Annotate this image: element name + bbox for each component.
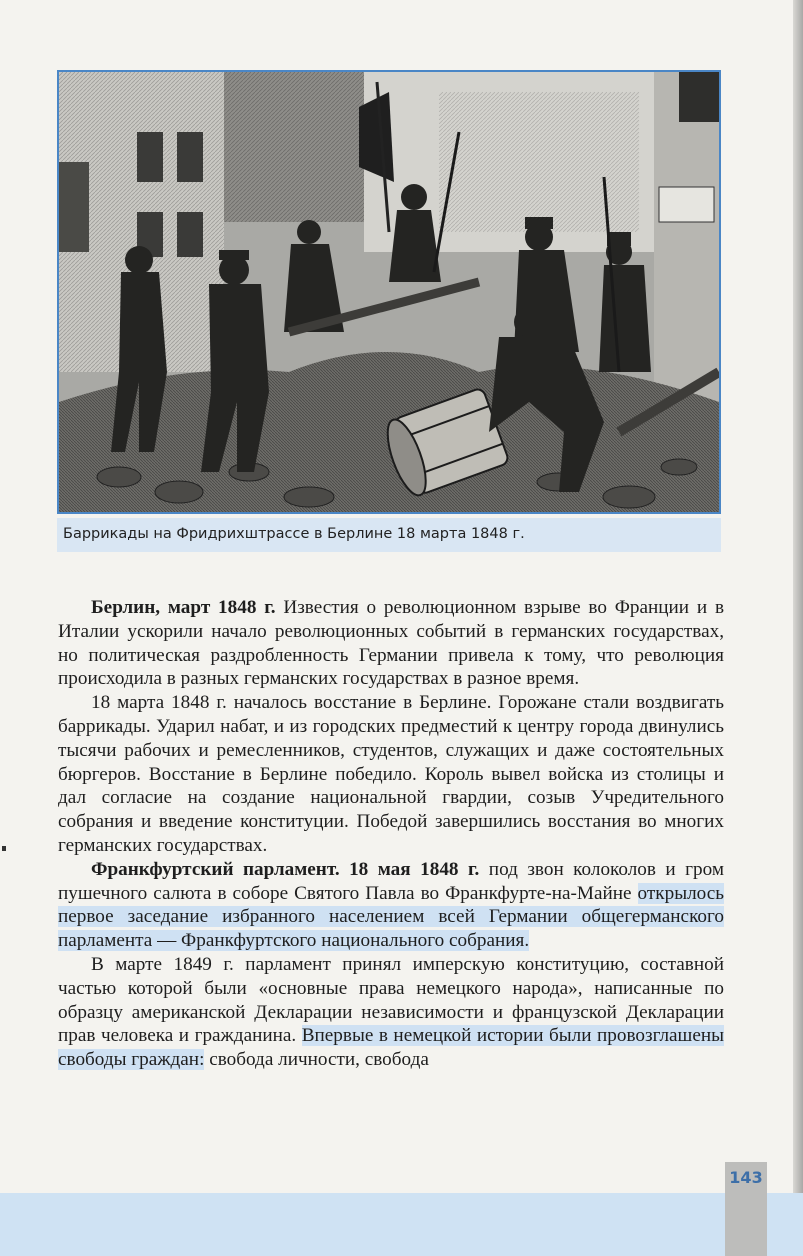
paragraph: [58, 953, 724, 1072]
page-edge: [793, 0, 803, 1256]
footer-band: [0, 1193, 803, 1256]
figure-caption: Баррикады на Фридрихштрассе в Берлине 18 марта 1848 г.: [63, 526, 525, 542]
paragraph-text: под звон колоколов и гром пушечного салюта в соборе Святого Павла во Франкфурте-на-Майне: [58, 858, 724, 904]
body-text: [58, 596, 724, 1072]
page-number: 143: [729, 1168, 763, 1187]
illustration-barricades: [57, 70, 721, 514]
paragraph: 18 марта 1848 г. началось восстание в Берлине. Горожане стали воздвигать баррикады. Ударил набат, и из городских предместий к центру города двинулись тысячи рабочих и ремесленников, студентов, служащих и даже состоятельных бюргеров. Восстание в Берлине победило. Король вывел войска из столицы и дал согласие на создание национальной гвардии, созыв Учредительного собрания и введение конституции. Победой завершились восстания во многих германских государствах.: [58, 692, 724, 856]
paragraph-text: Известия о революционном взрыве во Франции и в Италии ускорили начало революционных событий в германских государствах, но политическая раздробленность Германии привела к тому, что революция происходила в разных германских государствах в разное время.: [58, 597, 724, 690]
paragraph: [58, 858, 724, 953]
engraving-image: [59, 72, 719, 512]
paragraph-text: свобода личности, свобода: [204, 1049, 429, 1071]
paragraph-text: В марте 1849 г. парламент принял имперскую конституцию, составной частью которой были «основные права немецкого народа», написанные по образцу американской Декларации независимости и французской Декларации прав человека и гражданина.: [58, 953, 724, 1047]
section-heading: Берлин, март 1848 г.: [91, 597, 276, 618]
paragraph: [58, 596, 724, 691]
section-heading: Франкфуртский парламент. 18 мая 1848 г.: [91, 858, 480, 880]
highlighted-text: Впервые в немецкой истории были провозглашены свободы граждан:: [58, 1025, 725, 1071]
highlighted-text: открылось первое заседание избранного населением всей Германии общегерманского парламента — Франкфуртского национального собрания.: [58, 882, 724, 952]
margin-mark: [2, 846, 6, 851]
